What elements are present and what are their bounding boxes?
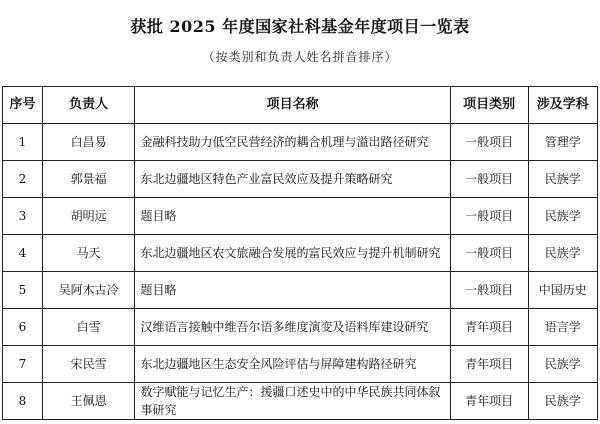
row-person: 胡明远 (42, 198, 135, 235)
row-subject: 民族学 (528, 235, 597, 272)
row-title: 东北边疆地区农文旅融合发展的富民效应与提升机制研究 (135, 235, 450, 272)
row-subject: 民族学 (528, 161, 597, 198)
project-table (2, 86, 598, 420)
table-row (3, 272, 598, 309)
row-type: 青年项目 (450, 346, 528, 383)
document-title: 获批 2025 年度国家社科基金年度项目一览表 (130, 17, 470, 36)
table-header-row (3, 87, 598, 124)
table-row (3, 309, 598, 346)
row-person: 白昌易 (42, 124, 135, 161)
row-no: 6 (3, 309, 43, 346)
header-subject: 涉及学科 (528, 87, 597, 124)
table-row (3, 198, 598, 235)
row-person: 吴阿木古冷 (42, 272, 135, 309)
header-person: 负责人 (42, 87, 135, 124)
header-type: 项目类别 (450, 87, 528, 124)
row-no: 8 (3, 383, 43, 420)
header-no: 序号 (3, 87, 43, 124)
table-row (3, 383, 598, 420)
table-row (3, 161, 598, 198)
row-no: 7 (3, 346, 43, 383)
row-type: 青年项目 (450, 309, 528, 346)
row-subject: 民族学 (528, 383, 597, 420)
row-title: 数字赋能与记忆生产：援疆口述史中的中华民族共同体叙事研究 (135, 383, 450, 420)
row-title: 金融科技助力低空民营经济的耦合机理与溢出路径研究 (135, 124, 450, 161)
row-type: 一般项目 (450, 161, 528, 198)
row-subject: 中国历史 (528, 272, 597, 309)
row-person: 马天 (42, 235, 135, 272)
row-no: 4 (3, 235, 43, 272)
row-person: 宋民雪 (42, 346, 135, 383)
row-person: 郭景福 (42, 161, 135, 198)
row-type: 一般项目 (450, 198, 528, 235)
row-title: 题目略 (135, 198, 450, 235)
row-title: 题目略 (135, 272, 450, 309)
row-title: 东北边疆地区特色产业富民效应及提升策略研究 (135, 161, 450, 198)
row-no: 5 (3, 272, 43, 309)
header-title: 项目名称 (135, 87, 450, 124)
row-title: 汉维语言接触中维吾尔语多维度演变及语料库建设研究 (135, 309, 450, 346)
row-person: 白雪 (42, 309, 135, 346)
row-subject: 民族学 (528, 346, 597, 383)
row-no: 1 (3, 124, 43, 161)
row-no: 3 (3, 198, 43, 235)
row-type: 青年项目 (450, 383, 528, 420)
document-subtitle: （按类别和负责人姓名拼音排序） (202, 50, 398, 64)
table-row (3, 346, 598, 383)
row-subject: 管理学 (528, 124, 597, 161)
table-row (3, 124, 598, 161)
row-no: 2 (3, 161, 43, 198)
row-subject: 民族学 (528, 198, 597, 235)
row-type: 一般项目 (450, 272, 528, 309)
row-title: 东北边疆地区生态安全风险评估与屏障建构路径研究 (135, 346, 450, 383)
table-row (3, 235, 598, 272)
row-type: 一般项目 (450, 124, 528, 161)
row-person: 王佩恩 (42, 383, 135, 420)
row-type: 一般项目 (450, 235, 528, 272)
row-subject: 语言学 (528, 309, 597, 346)
